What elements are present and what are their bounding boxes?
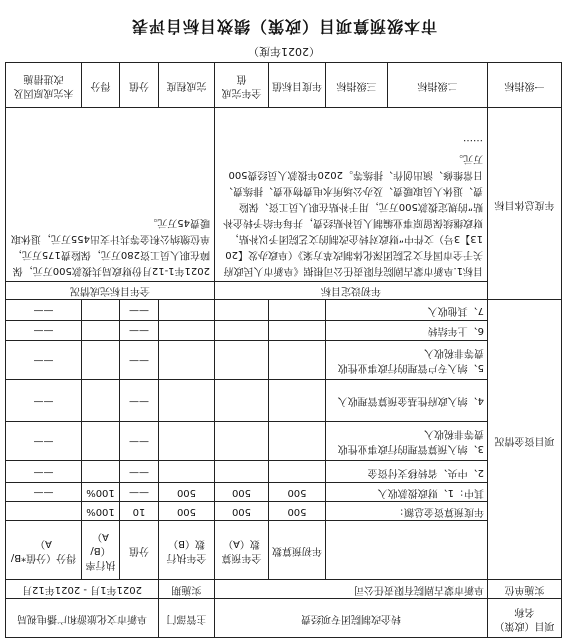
document-title: 市本级预算项目（政策）绩效目标自评表 [131, 17, 438, 36]
col-annual-exec: 全年执行数（B） [159, 520, 215, 580]
funds-cell [215, 320, 269, 341]
funds-cell: —— [120, 460, 159, 483]
funds-label: 5、纳入专户管理的行政事业性收费等非税收入 [326, 341, 488, 380]
funds-cell: —— [5, 421, 81, 460]
funds-cell: 500 [159, 483, 215, 502]
funds-header-row [5, 520, 561, 580]
ind-col-score: 得分 [82, 63, 120, 108]
period-value: 2021年1月 - 2021年12月 [5, 580, 158, 599]
funds-row-carryover [5, 320, 561, 341]
funds-label: 年度预算资金总额： [326, 501, 488, 520]
project-name-value: 转企改制院团专项经费 [215, 598, 488, 637]
ind-col-target: 年度目标值 [269, 63, 326, 108]
funds-cell [5, 501, 81, 520]
funds-row-other [5, 300, 561, 321]
funds-cell: —— [120, 483, 159, 502]
funds-cell: 500 [215, 483, 269, 502]
funds-cell [269, 341, 326, 380]
indicator-header-row [5, 63, 561, 108]
funds-cell: —— [5, 460, 81, 483]
funds-cell [159, 380, 215, 421]
funds-cell: —— [5, 341, 81, 380]
funds-label: 6、上年结转 [326, 320, 488, 341]
funds-row-govfund [5, 380, 561, 421]
col-exec-rate: 执行率（B/A） [82, 520, 120, 580]
funds-cell: —— [5, 300, 81, 321]
project-name-label: 项目（政策）名称 [488, 598, 562, 637]
goals-actual-text: 2021年1-12月份财政局共拨款500万元，保障在职人员工资280万元，保险费175万元，单位缴纳公积金等共计支出455万元，退休取暖费45万元。 [5, 108, 214, 281]
funds-cell: —— [120, 341, 159, 380]
funds-row-special [5, 341, 561, 380]
funds-cell: 500 [269, 483, 326, 502]
funds-cell: —— [120, 300, 159, 321]
col-annual-budget: 全年预算数（A） [215, 520, 269, 580]
dept-value: 阜新市文化旅游和广播电视局 [5, 598, 158, 637]
dept-label: 主管部门 [159, 598, 215, 637]
funds-cell [215, 460, 269, 483]
funds-cell: —— [120, 421, 159, 460]
funds-label: 3、纳入预算管理的行政事业性收费等非税收入 [326, 421, 488, 460]
funds-cell [215, 300, 269, 321]
goals-plan-ellipsis: …… [463, 136, 483, 148]
funds-cell [269, 300, 326, 321]
impl-label: 实施单位 [488, 580, 562, 599]
row-impl [5, 580, 561, 599]
funds-cell [159, 341, 215, 380]
funds-cell [269, 421, 326, 460]
funds-row-total [5, 501, 561, 520]
col-score-weight: 分值 [120, 520, 159, 580]
funds-cell [82, 460, 120, 483]
funds-cell [215, 380, 269, 421]
goals-section-label: 年度总体目标 [488, 108, 562, 300]
goals-plan-text: 目标1.阜新市蒙古剧院有限责任公司根据《阜新市人民政府关于全市国有文艺院团深化体制改革方案》（阜政办发【2013】3号）文件中“财政对转企改制的文艺院团予以补贴，财政继续保留原事业编制人员补贴经费，并每年给予转企补贴”的规定拨款500万元，用于补贴在职人员工资、保险费、退休人员取暖费、及办公场所水电费物业费、排练费、日常维修、演出创作、排练等。2020年拨款人员经费500万元。 [223, 152, 483, 276]
funds-cell: 500 [159, 501, 215, 520]
funds-label: 2、中央、省转移支付资金 [326, 460, 488, 483]
funds-cell [159, 320, 215, 341]
funds-cell [82, 421, 120, 460]
funds-cell: —— [120, 320, 159, 341]
funds-corner [326, 520, 488, 580]
goals-actual-header: 全年目标完成情况 [5, 281, 214, 300]
ind-col-level2: 二级指标 [388, 63, 488, 108]
funds-cell [82, 380, 120, 421]
goals-plan-header: 年初设定目标 [215, 281, 488, 300]
ind-col-level1: 一级指标 [488, 63, 562, 108]
funds-cell [215, 421, 269, 460]
goals-header-row [5, 281, 561, 300]
ind-col-degree: 完成程度 [159, 63, 215, 108]
evaluation-form [5, 62, 562, 638]
funds-cell [82, 341, 120, 380]
period-label: 实施期 [159, 580, 215, 599]
funds-cell: —— [120, 380, 159, 421]
funds-cell [159, 421, 215, 460]
row-project [5, 598, 561, 637]
funds-cell [82, 300, 120, 321]
funds-cell: 500 [215, 501, 269, 520]
funds-section-label: 项目资金情况 [488, 300, 562, 580]
funds-cell [269, 320, 326, 341]
funds-cell [269, 380, 326, 421]
funds-label: 其中：1、财政拨款收入 [326, 483, 488, 502]
col-initial-budget: 年初预算数 [269, 520, 326, 580]
funds-row-fiscal [5, 483, 561, 502]
funds-cell [215, 341, 269, 380]
ind-col-level3: 三级指标 [326, 63, 388, 108]
funds-cell: —— [5, 483, 81, 502]
funds-row-nontax [5, 421, 561, 460]
funds-row-transfer [5, 460, 561, 483]
funds-cell: 10 [120, 501, 159, 520]
ind-col-actual: 全年完成值 [215, 63, 269, 108]
goals-plan-cell [215, 108, 488, 281]
goals-body-row [5, 108, 561, 281]
funds-cell [82, 320, 120, 341]
funds-cell [159, 460, 215, 483]
funds-cell: 500 [269, 501, 326, 520]
funds-cell: 100% [82, 483, 120, 502]
funds-label: 7、其他收入 [326, 300, 488, 321]
col-score: 得分（分值*B/A） [5, 520, 81, 580]
funds-cell [159, 300, 215, 321]
funds-cell: —— [5, 320, 81, 341]
ind-col-weight: 分值 [120, 63, 159, 108]
funds-cell [269, 460, 326, 483]
funds-cell: —— [5, 380, 81, 421]
funds-cell: 100% [82, 501, 120, 520]
funds-label: 4、纳入政府性基金预算管理收入 [326, 380, 488, 421]
impl-value: 阜新市蒙古剧院有限责任公司 [215, 580, 488, 599]
document-year: （2021年度） [248, 45, 320, 58]
ind-col-reason: 未完成原因及改进措施 [5, 63, 81, 108]
